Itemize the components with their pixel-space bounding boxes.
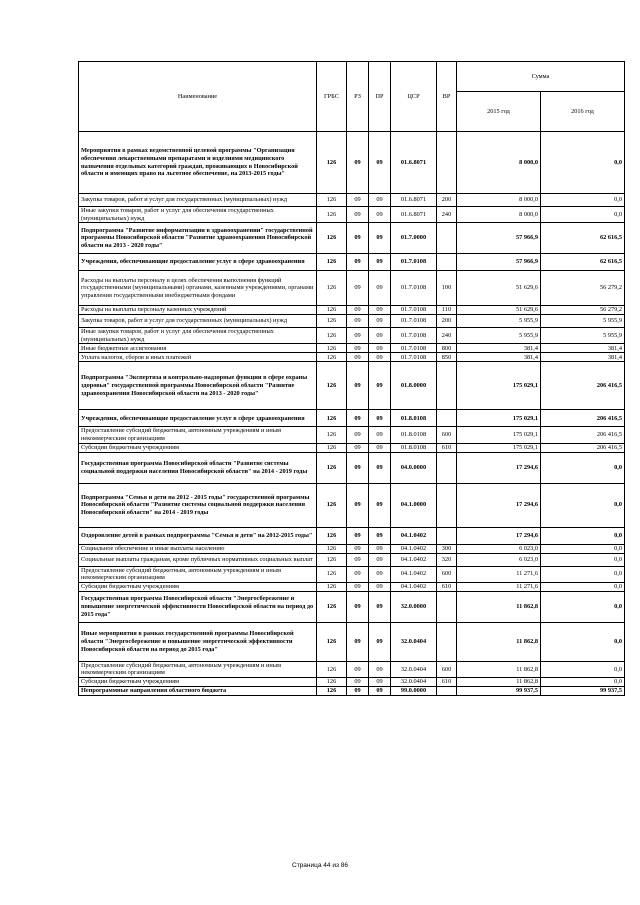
cell-v2015: 11 862,8 (457, 661, 541, 677)
cell-vr: 320 (437, 553, 457, 566)
cell-csr: 01.7.0108 (391, 271, 437, 306)
cell-grbs: 126 (317, 677, 347, 686)
cell-rz: 09 (347, 483, 369, 527)
cell-v2015: 5 955,9 (457, 328, 541, 344)
cell-csr: 01.7.0108 (391, 306, 437, 315)
cell-v2015: 11 862,8 (457, 622, 541, 661)
cell-pr: 09 (369, 223, 391, 254)
cell-rz: 09 (347, 328, 369, 344)
cell-pr: 09 (369, 306, 391, 315)
cell-name: Непрограммные направления областного бюджета (79, 686, 317, 695)
cell-grbs: 126 (317, 661, 347, 677)
cell-vr: 240 (437, 207, 457, 223)
cell-name: Государственная программа Новосибирской области "Энергосбережение и повышение энергетической эффективности Новосибирской области на период до 2015 года" (79, 591, 317, 622)
cell-rz: 09 (347, 194, 369, 207)
cell-v2015: 11 271,6 (457, 566, 541, 582)
cell-v2015: 8 000,0 (457, 207, 541, 223)
table-row (79, 306, 625, 315)
cell-grbs: 126 (317, 223, 347, 254)
cell-pr: 09 (369, 132, 391, 194)
cell-csr: 32.0.0404 (391, 622, 437, 661)
cell-vr (437, 452, 457, 483)
table-row (79, 544, 625, 553)
cell-rz: 09 (347, 207, 369, 223)
cell-rz: 09 (347, 686, 369, 695)
table-row (79, 443, 625, 452)
cell-rz: 09 (347, 443, 369, 452)
cell-csr: 32.0.0404 (391, 661, 437, 677)
cell-name: Иные мероприятия в рамках государственной программы Новосибирской области "Энергосбережение и повышение энергетической эффективности Новосибирской области на период до 2015 года" (79, 622, 317, 661)
table-row (79, 566, 625, 582)
cell-vr (437, 527, 457, 544)
cell-v2015: 11 862,8 (457, 677, 541, 686)
cell-grbs: 126 (317, 427, 347, 443)
cell-csr: 01.8.0108 (391, 410, 437, 427)
cell-name: Учреждения, обеспечивающие предоставление услуг в сфере здравоохранения (79, 410, 317, 427)
cell-v2015: 381,4 (457, 353, 541, 362)
cell-v2015: 17 294,6 (457, 527, 541, 544)
cell-grbs: 126 (317, 527, 347, 544)
cell-name: Учреждения, обеспечивающие предоставление услуг в сфере здравоохранения (79, 254, 317, 271)
header-csr: ЦСР (391, 62, 437, 132)
table-row (79, 686, 625, 695)
cell-grbs: 126 (317, 443, 347, 452)
cell-v2015: 381,4 (457, 344, 541, 353)
cell-vr (437, 362, 457, 410)
cell-name: Мероприятия в рамках ведомственной целевой программы "Организация обеспечения лекарственными препаратами и изделиями медицинского назначения отдельных категорий граждан, проживающих в Новосибирской области и имеющих право на льготное обеспечение, на 2013-2015 годы" (79, 132, 317, 194)
cell-v2016: 0,0 (541, 582, 625, 591)
table-row (79, 315, 625, 328)
cell-csr: 01.6.8071 (391, 132, 437, 194)
cell-rz: 09 (347, 553, 369, 566)
cell-grbs: 126 (317, 254, 347, 271)
cell-grbs: 126 (317, 591, 347, 622)
cell-name: Предоставление субсидий бюджетным, автономным учреждениям и иным некоммерческим организациям (79, 427, 317, 443)
cell-v2015: 175 029,1 (457, 410, 541, 427)
cell-pr: 09 (369, 661, 391, 677)
cell-name: Подпрограмма "Семья и дети на 2012 - 2015 годы" государственной программы Новосибирской области "Развитие системы социальной поддержки населения Новосибирской области" на 2014 - 2019 годы (79, 483, 317, 527)
cell-v2015: 8 000,0 (457, 194, 541, 207)
cell-vr: 100 (437, 271, 457, 306)
cell-rz: 09 (347, 306, 369, 315)
cell-csr: 32.0.0404 (391, 677, 437, 686)
cell-vr (437, 223, 457, 254)
table-row (79, 622, 625, 661)
cell-v2016: 0,0 (541, 622, 625, 661)
cell-pr: 09 (369, 677, 391, 686)
cell-grbs: 126 (317, 483, 347, 527)
cell-rz: 09 (347, 566, 369, 582)
cell-grbs: 126 (317, 328, 347, 344)
cell-rz: 09 (347, 353, 369, 362)
cell-name: Государственная программа Новосибирской области "Развитие системы социальной поддержки населения Новосибирской области" на 2014 - 2019 годы (79, 452, 317, 483)
cell-v2016: 0,0 (541, 132, 625, 194)
header-vr: ВР (437, 62, 457, 132)
cell-csr: 04.1.0402 (391, 566, 437, 582)
header-grbs: ГРБС (317, 62, 347, 132)
table-body (79, 132, 625, 696)
cell-v2015: 57 966,9 (457, 254, 541, 271)
cell-grbs: 126 (317, 544, 347, 553)
table-row (79, 194, 625, 207)
cell-name: Иные закупки товаров, работ и услуг для обеспечения государственных (муниципальных) нужд (79, 207, 317, 223)
table-row (79, 527, 625, 544)
cell-grbs: 126 (317, 207, 347, 223)
cell-rz: 09 (347, 452, 369, 483)
cell-v2016: 0,0 (541, 661, 625, 677)
cell-v2015: 17 294,6 (457, 483, 541, 527)
cell-v2016: 0,0 (541, 452, 625, 483)
cell-pr: 09 (369, 553, 391, 566)
cell-rz: 09 (347, 544, 369, 553)
cell-v2016: 0,0 (541, 544, 625, 553)
cell-vr: 200 (437, 315, 457, 328)
cell-name: Закупка товаров, работ и услуг для государственных (муниципальных) нужд (79, 194, 317, 207)
header-rz: РЗ (347, 62, 369, 132)
table-row (79, 328, 625, 344)
cell-vr: 600 (437, 566, 457, 582)
budget-table (78, 61, 625, 696)
cell-name: Иные бюджетные ассигнования (79, 344, 317, 353)
cell-name: Предоставление субсидий бюджетным, автономным учреждениям и иным некоммерческим организациям (79, 566, 317, 582)
cell-vr: 850 (437, 353, 457, 362)
table-row (79, 223, 625, 254)
cell-vr: 300 (437, 544, 457, 553)
cell-name: Подпрограмма "Развитие информатизации в здравоохранении" государственной программы Новосибирской области "Развитие здравоохранения Новосибирской области на 2013 - 2020 годы" (79, 223, 317, 254)
cell-vr: 610 (437, 443, 457, 452)
cell-csr: 01.7.0108 (391, 254, 437, 271)
cell-csr: 01.8.0000 (391, 362, 437, 410)
cell-rz: 09 (347, 527, 369, 544)
cell-pr: 09 (369, 591, 391, 622)
cell-rz: 09 (347, 254, 369, 271)
table-row (79, 452, 625, 483)
table-row (79, 344, 625, 353)
table-row (79, 591, 625, 622)
cell-vr: 110 (437, 306, 457, 315)
cell-grbs: 126 (317, 452, 347, 483)
cell-rz: 09 (347, 223, 369, 254)
cell-vr: 800 (437, 344, 457, 353)
cell-csr: 04.1.0402 (391, 527, 437, 544)
cell-rz: 09 (347, 591, 369, 622)
cell-pr: 09 (369, 527, 391, 544)
cell-pr: 09 (369, 452, 391, 483)
cell-pr: 09 (369, 443, 391, 452)
cell-name: Субсидии бюджетным учреждениям (79, 582, 317, 591)
table-row (79, 410, 625, 427)
cell-name: Закупка товаров, работ и услуг для государственных (муниципальных) нужд (79, 315, 317, 328)
cell-v2015: 175 029,1 (457, 443, 541, 452)
table-row (79, 483, 625, 527)
cell-pr: 09 (369, 483, 391, 527)
table-row (79, 271, 625, 306)
cell-pr: 09 (369, 544, 391, 553)
cell-v2016: 0,0 (541, 566, 625, 582)
cell-v2015: 99 937,5 (457, 686, 541, 695)
cell-csr: 01.7.0108 (391, 328, 437, 344)
cell-grbs: 126 (317, 306, 347, 315)
cell-v2015: 6 023,0 (457, 544, 541, 553)
cell-vr: 200 (437, 194, 457, 207)
cell-vr: 600 (437, 661, 457, 677)
cell-pr: 09 (369, 271, 391, 306)
cell-v2015: 51 629,6 (457, 271, 541, 306)
cell-pr: 09 (369, 254, 391, 271)
cell-vr (437, 591, 457, 622)
cell-v2016: 56 279,2 (541, 271, 625, 306)
cell-rz: 09 (347, 315, 369, 328)
cell-name: Уплата налогов, сборов и иных платежей (79, 353, 317, 362)
cell-v2016: 99 937,5 (541, 686, 625, 695)
cell-grbs: 126 (317, 315, 347, 328)
cell-csr: 01.7.0108 (391, 353, 437, 362)
cell-rz: 09 (347, 271, 369, 306)
cell-v2015: 175 029,1 (457, 427, 541, 443)
cell-v2016: 381,4 (541, 344, 625, 353)
cell-csr: 01.7.0000 (391, 223, 437, 254)
table-row (79, 553, 625, 566)
cell-rz: 09 (347, 661, 369, 677)
cell-rz: 09 (347, 344, 369, 353)
cell-v2016: 206 416,5 (541, 427, 625, 443)
table-row (79, 582, 625, 591)
cell-name: Социальные выплаты гражданам, кроме публичных нормативных социальных выплат (79, 553, 317, 566)
cell-grbs: 126 (317, 194, 347, 207)
cell-v2016: 0,0 (541, 553, 625, 566)
cell-name: Подпрограмма "Экспертиза и контрольно-надзорные функции в сфере охраны здоровья" государственной программы Новосибирской области "Развитие здравоохранения Новосибирской области на 2013 - 2020 годы" (79, 362, 317, 410)
cell-vr (437, 686, 457, 695)
cell-v2015: 57 966,9 (457, 223, 541, 254)
cell-vr: 600 (437, 427, 457, 443)
cell-name: Субсидии бюджетным учреждениям (79, 443, 317, 452)
cell-grbs: 126 (317, 553, 347, 566)
cell-v2016: 5 955,9 (541, 315, 625, 328)
cell-v2015: 11 862,8 (457, 591, 541, 622)
cell-csr: 04.0.0000 (391, 452, 437, 483)
cell-csr: 01.6.8071 (391, 207, 437, 223)
table-row (79, 677, 625, 686)
table-row (79, 353, 625, 362)
cell-vr (437, 132, 457, 194)
cell-v2015: 51 629,6 (457, 306, 541, 315)
cell-rz: 09 (347, 132, 369, 194)
cell-pr: 09 (369, 622, 391, 661)
cell-grbs: 126 (317, 566, 347, 582)
cell-v2015: 17 294,6 (457, 452, 541, 483)
cell-grbs: 126 (317, 582, 347, 591)
cell-name: Оздоровление детей в рамках подпрограммы "Семья и дети" на 2012-2015 годы" (79, 527, 317, 544)
table-row (79, 207, 625, 223)
cell-grbs: 126 (317, 344, 347, 353)
cell-v2016: 62 616,5 (541, 254, 625, 271)
cell-pr: 09 (369, 566, 391, 582)
cell-vr: 610 (437, 677, 457, 686)
cell-v2016: 381,4 (541, 353, 625, 362)
cell-v2016: 62 616,5 (541, 223, 625, 254)
cell-name: Расходы на выплаты персоналу в целях обеспечения выполнения функций государственными (муниципальными) органами, казенными учреждениями, органами управления государственными внебюджетными фондами (79, 271, 317, 306)
cell-csr: 01.7.0108 (391, 315, 437, 328)
cell-rz: 09 (347, 427, 369, 443)
cell-pr: 09 (369, 353, 391, 362)
cell-csr: 04.1.0000 (391, 483, 437, 527)
cell-grbs: 126 (317, 353, 347, 362)
cell-v2016: 0,0 (541, 677, 625, 686)
cell-rz: 09 (347, 410, 369, 427)
cell-v2016: 5 955,9 (541, 328, 625, 344)
table-row (79, 661, 625, 677)
cell-rz: 09 (347, 582, 369, 591)
cell-grbs: 126 (317, 686, 347, 695)
cell-v2016: 206 416,5 (541, 443, 625, 452)
cell-v2016: 56 279,2 (541, 306, 625, 315)
cell-name: Расходы на выплаты персоналу казенных учреждений (79, 306, 317, 315)
header-2015: 2015 год (457, 92, 541, 132)
cell-v2016: 0,0 (541, 527, 625, 544)
cell-name: Социальное обеспечение и иные выплаты населению (79, 544, 317, 553)
cell-vr: 610 (437, 582, 457, 591)
cell-csr: 01.7.0108 (391, 344, 437, 353)
cell-pr: 09 (369, 207, 391, 223)
cell-v2016: 0,0 (541, 194, 625, 207)
cell-pr: 09 (369, 686, 391, 695)
cell-v2016: 0,0 (541, 207, 625, 223)
cell-name: Предоставление субсидий бюджетным, автономным учреждениям и иным некоммерческим организациям (79, 661, 317, 677)
cell-v2016: 0,0 (541, 591, 625, 622)
cell-csr: 01.8.0108 (391, 427, 437, 443)
cell-pr: 09 (369, 344, 391, 353)
table-row (79, 132, 625, 194)
cell-grbs: 126 (317, 622, 347, 661)
cell-name: Субсидии бюджетным учреждениям (79, 677, 317, 686)
cell-vr (437, 483, 457, 527)
cell-grbs: 126 (317, 410, 347, 427)
cell-v2015: 8 000,0 (457, 132, 541, 194)
cell-vr (437, 410, 457, 427)
cell-csr: 04.1.0402 (391, 553, 437, 566)
cell-csr: 01.6.8071 (391, 194, 437, 207)
cell-csr: 04.1.0402 (391, 582, 437, 591)
header-name: Наименование (79, 62, 317, 132)
cell-vr (437, 622, 457, 661)
header-pr: ПР (369, 62, 391, 132)
cell-v2015: 5 955,9 (457, 315, 541, 328)
cell-v2015: 175 029,1 (457, 362, 541, 410)
cell-v2016: 206 416,5 (541, 362, 625, 410)
cell-pr: 09 (369, 328, 391, 344)
cell-pr: 09 (369, 315, 391, 328)
cell-rz: 09 (347, 362, 369, 410)
table-row (79, 362, 625, 410)
cell-v2015: 6 023,0 (457, 553, 541, 566)
table-row (79, 254, 625, 271)
header-2016: 2016 год (541, 92, 625, 132)
cell-vr (437, 254, 457, 271)
cell-pr: 09 (369, 427, 391, 443)
cell-v2016: 206 416,5 (541, 410, 625, 427)
cell-vr: 240 (437, 328, 457, 344)
cell-grbs: 126 (317, 271, 347, 306)
cell-rz: 09 (347, 677, 369, 686)
cell-v2016: 0,0 (541, 483, 625, 527)
cell-v2015: 11 271,6 (457, 582, 541, 591)
cell-csr: 32.0.0000 (391, 591, 437, 622)
header-sum: Сумма (457, 62, 625, 92)
cell-rz: 09 (347, 622, 369, 661)
cell-pr: 09 (369, 582, 391, 591)
cell-name: Иные закупки товаров, работ и услуг для обеспечения государственных (муниципальных) нужд (79, 328, 317, 344)
cell-csr: 99.0.0000 (391, 686, 437, 695)
cell-pr: 09 (369, 362, 391, 410)
cell-grbs: 126 (317, 362, 347, 410)
cell-pr: 09 (369, 410, 391, 427)
cell-csr: 04.1.0402 (391, 544, 437, 553)
table-row (79, 427, 625, 443)
cell-grbs: 126 (317, 132, 347, 194)
cell-csr: 01.8.0108 (391, 443, 437, 452)
page-footer: Страница 44 из 86 (292, 862, 348, 869)
cell-pr: 09 (369, 194, 391, 207)
